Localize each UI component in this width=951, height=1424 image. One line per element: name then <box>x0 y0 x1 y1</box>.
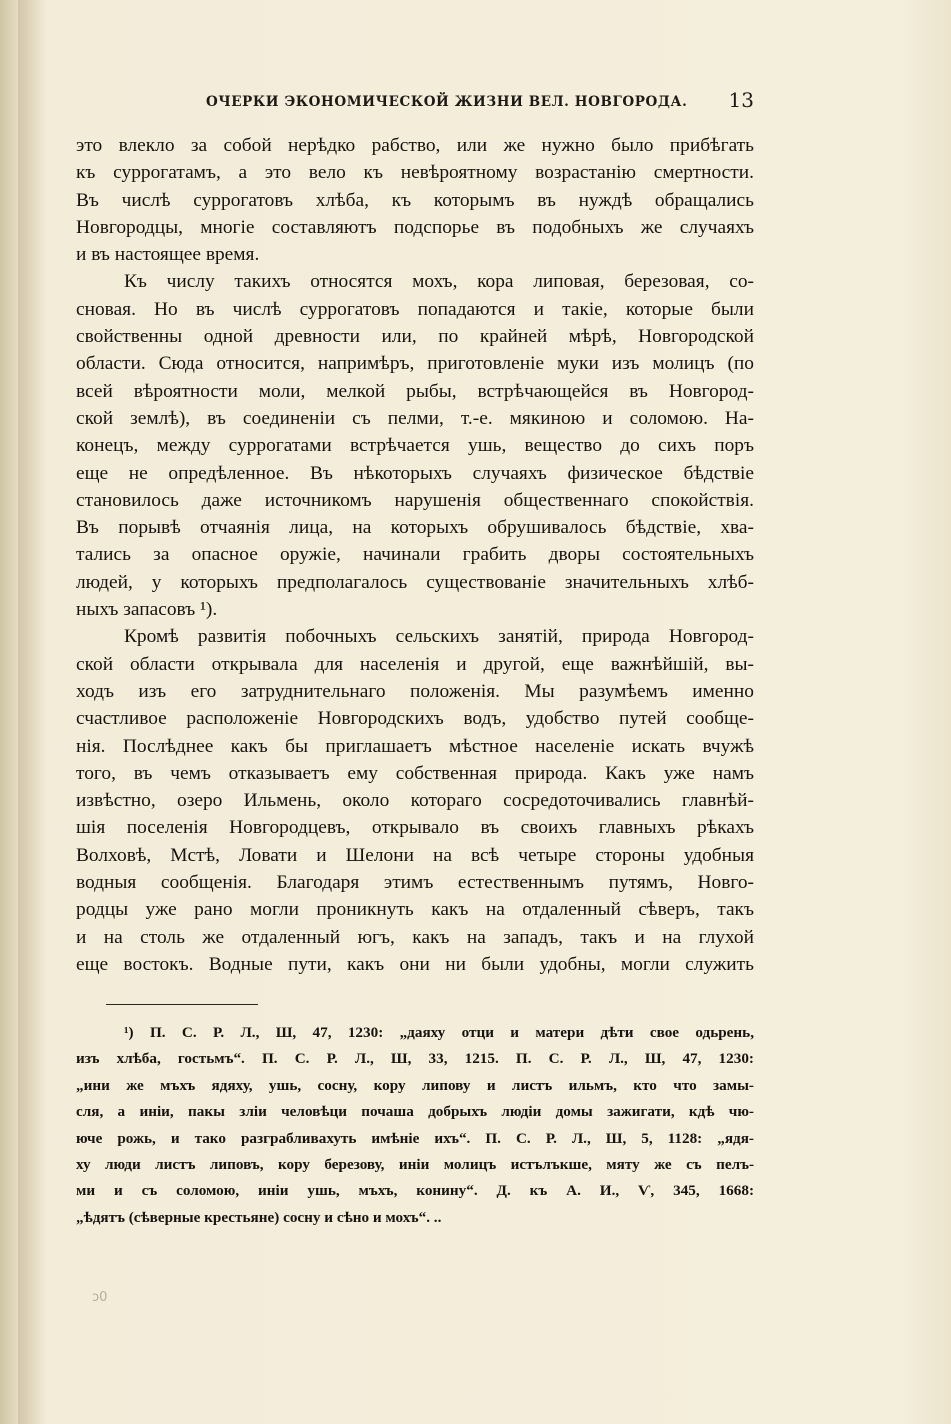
body-line: ныхъ запасовъ ¹). <box>76 599 218 621</box>
footnote-line: юче рожь, и тако разграбливахуть имѣніе ихъ“. П. С. Р. Л., Ш, 5, 1128: „ядя- <box>76 1129 754 1147</box>
footnote-line: „ѣдятъ (сѣверные крестьяне) сосну и сѣно и мохъ“. .. <box>76 1208 442 1226</box>
body-line: извѣстно, озеро Ильмень, около котораго сосредоточивались главнѣй- <box>76 790 754 812</box>
body-line: ходъ изъ его затруднительнаго положенія. Мы разумѣемъ именно <box>76 680 754 702</box>
body-line: сновая. Но въ числѣ суррогатовъ попадаются и такіе, которые были <box>76 298 754 320</box>
body-line: того, въ чемъ отказываетъ ему собственная природа. Какъ уже намъ <box>76 762 754 784</box>
body-line: ской землѣ), въ соединеніи съ пелми, т.-е. мякиною и соломою. На- <box>76 407 754 429</box>
body-line: людей, у которыхъ предполагалось существованіе значительныхъ хлѣб- <box>76 571 754 593</box>
body-line: и на столь же отдаленный югъ, какъ на западъ, такъ и на глухой <box>76 926 754 948</box>
body-line: Волховѣ, Мстѣ, Ловати и Шелони на всѣ четыре стороны удобныя <box>76 844 754 866</box>
body-line: всей вѣроятности моли, мелкой рыбы, встрѣчающейся въ Новгород- <box>76 380 754 402</box>
footnote-line: ¹) П. С. Р. Л., Ш, 47, 1230: „даяху отци и матери дѣти свое одьрень, <box>124 1024 754 1041</box>
body-text <box>76 132 754 978</box>
body-line: и въ настоящее время. <box>76 244 260 266</box>
body-line: водныя сообщенія. Благодаря этимъ естественнымъ путямъ, Новго- <box>76 872 754 894</box>
page-header <box>206 88 766 116</box>
body-line: шія поселенія Новгородцевъ, открывало въ своихъ главныхъ рѣкахъ <box>76 817 754 839</box>
body-line: еще востокъ. Водные пути, какъ они ни были удобны, могли служить <box>76 953 754 975</box>
footnote-line: изъ хлѣба, гостьмъ“. П. С. Р. Л., Ш, 33, 1215. П. С. Р. Л., Ш, 47, 1230: <box>76 1050 754 1068</box>
body-line: къ суррогатамъ, а это вело къ невѣроятному возрастанію смертности. <box>76 162 754 184</box>
body-line: счастливое расположеніе Новгородскихъ водъ, удобство путей сообще- <box>76 708 754 730</box>
body-line: тались за опасное оружіе, начинали грабить дворы состоятельныхъ <box>76 544 754 566</box>
body-line: родцы уже рано могли проникнуть какъ на отдаленный сѣверъ, такъ <box>76 899 754 921</box>
book-spine-shadow <box>18 0 48 1424</box>
footnote-line: ху люди листъ липовъ, кору березову, иніи молицъ истълъкше, мяту же съ пелъ- <box>76 1155 754 1173</box>
pencil-margin-note: ↄ0 <box>92 1290 108 1305</box>
footnote-line: сля, а иніи, пакы зліи человѣци почаша добрыхъ людіи домы зажигати, кдѣ чю- <box>76 1103 754 1121</box>
page-number: 13 <box>728 88 754 112</box>
footnotes <box>76 1020 754 1231</box>
footnote-divider <box>106 1004 258 1005</box>
body-line: Въ числѣ суррогатовъ хлѣба, къ которымъ въ нуждѣ обращались <box>76 189 754 211</box>
footnote-line: „ини же мъхъ ядяху, ушь, сосну, кору липову и листъ ильмъ, кто что замы- <box>76 1076 754 1094</box>
footnote-line: ми и съ соломою, иніи ушь, мъхъ, конину“. Д. къ А. И., Ѵ, 345, 1668: <box>76 1182 754 1200</box>
body-line: еще не опредѣленное. Въ нѣкоторыхъ случаяхъ физическое бѣдствіе <box>76 462 754 484</box>
body-line: Въ порывѣ отчаянія лица, на которыхъ обрушивалось бѣдствіе, хва- <box>76 517 754 539</box>
running-title: ОЧЕРКИ ЭКОНОМИЧЕСКОЙ ЖИЗНИ ВЕЛ. НОВГОРОДА. <box>206 94 688 110</box>
body-line: это влекло за собой нерѣдко рабство, или же нужно было прибѣгать <box>76 135 754 156</box>
body-line: конецъ, между суррогатами встрѣчается ушь, вещество до сихъ поръ <box>76 435 754 457</box>
body-line: становилось даже источникомъ нарушенія общественнаго спокойствія. <box>76 489 754 511</box>
body-line: Кромѣ развитія побочныхъ сельскихъ занятій, природа Новгород- <box>124 626 754 648</box>
body-line: Къ числу такихъ относятся мохъ, кора липовая, березовая, со- <box>124 271 754 293</box>
body-line: ской области открывала для населенія и другой, еще важнѣйшій, вы- <box>76 653 754 675</box>
body-line: свойственны одной древности или, по крайней мѣрѣ, Новгородской <box>76 326 754 348</box>
body-line: Новгородцы, многіе составляютъ подспорье въ подобныхъ же случаяхъ <box>76 216 754 238</box>
body-line: нія. Послѣднее какъ бы приглашаетъ мѣстное населеніе искать вчужѣ <box>76 735 754 757</box>
body-line: области. Сюда относится, напримѣръ, приготовленіе муки изъ молицъ (по <box>76 353 754 375</box>
